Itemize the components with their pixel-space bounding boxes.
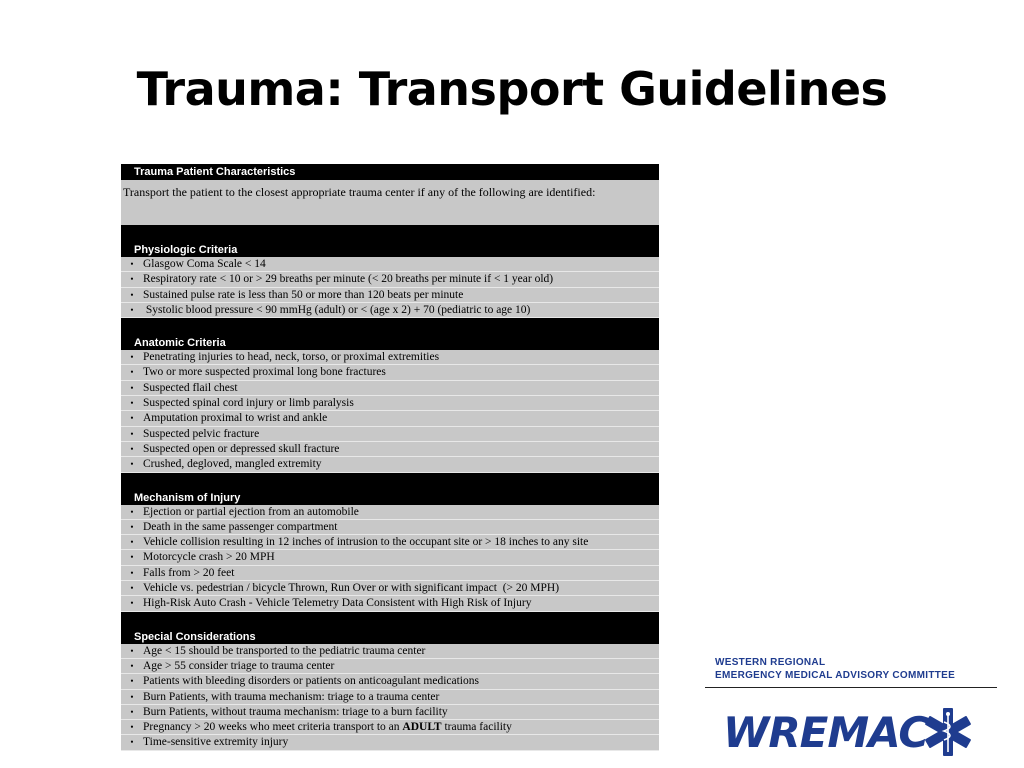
criteria-row <box>121 427 659 442</box>
section-spacer <box>121 225 659 233</box>
bullet-icon: • <box>130 521 134 532</box>
criteria-row <box>121 257 659 272</box>
criteria-text: Two or more suspected proximal long bone fractures <box>143 366 386 379</box>
criteria-text: Vehicle collision resulting in 12 inches of intrusion to the occupant site or > 18 inches to any site <box>143 536 589 549</box>
bullet-icon: • <box>130 398 134 409</box>
criteria-text: Crushed, degloved, mangled extremity <box>143 458 322 471</box>
bullet-icon: • <box>130 737 134 748</box>
criteria-text: Death in the same passenger compartment <box>143 520 338 533</box>
section-spacer <box>121 473 659 481</box>
bullet-icon: • <box>130 598 134 609</box>
bullet-icon: • <box>130 428 134 439</box>
criteria-text: Glasgow Coma Scale < 14 <box>143 258 266 270</box>
bullet-icon: • <box>130 506 134 517</box>
criteria-text: Burn Patients, with trauma mechanism: triage to a trauma center <box>143 690 440 703</box>
wremac-logo <box>705 656 999 757</box>
criteria-row <box>121 520 659 535</box>
bullet-icon: • <box>130 259 134 269</box>
criteria-row <box>121 396 659 411</box>
criteria-row <box>121 303 659 318</box>
criteria-text: Age < 15 should be transported to the pediatric trauma center <box>143 644 426 657</box>
criteria-text: Suspected pelvic fracture <box>143 427 260 440</box>
criteria-row <box>121 659 659 674</box>
criteria-text: Time-sensitive extremity injury <box>143 736 289 749</box>
criteria-row <box>121 735 659 750</box>
criteria-row <box>121 566 659 581</box>
logo-divider <box>705 687 997 688</box>
bullet-icon: • <box>130 660 134 671</box>
star-of-life-icon <box>920 704 976 760</box>
criteria-row <box>121 596 659 611</box>
section-spacer <box>121 318 659 326</box>
bullet-icon: • <box>130 645 134 656</box>
table-header: Trauma Patient Characteristics <box>121 164 659 180</box>
criteria-row <box>121 381 659 396</box>
criteria-row <box>121 365 659 380</box>
trauma-criteria-table <box>121 164 659 749</box>
criteria-text: Pregnancy > 20 weeks who meet criteria transport to an ADULT trauma facility <box>143 721 512 734</box>
criteria-sections <box>121 225 659 751</box>
logo-line-2: EMERGENCY MEDICAL ADVISORY COMMITTEE <box>715 670 956 681</box>
criteria-text: Sustained pulse rate is less than 50 or more than 120 beats per minute <box>143 288 464 301</box>
bullet-icon: • <box>130 367 134 378</box>
criteria-text: Burn Patients, without trauma mechanism: triage to a burn facility <box>143 705 448 718</box>
criteria-text: Vehicle vs. pedestrian / bicycle Thrown, Run Over or with significant impact (> 20 MPH) <box>143 582 560 595</box>
criteria-row <box>121 644 659 659</box>
section-header: Special Considerations <box>121 620 659 644</box>
criteria-row <box>121 720 659 735</box>
criteria-text: Motorcycle crash > 20 MPH <box>143 551 275 564</box>
criteria-text: Amputation proximal to wrist and ankle <box>143 412 328 425</box>
criteria-text: Patients with bleeding disorders or patients on anticoagulant medications <box>143 675 479 688</box>
section-header: Physiologic Criteria <box>121 233 659 257</box>
criteria-row <box>121 288 659 303</box>
criteria-row <box>121 690 659 705</box>
bullet-icon: • <box>130 706 134 717</box>
bullet-icon: • <box>130 413 134 424</box>
bullet-icon: • <box>130 459 134 470</box>
criteria-row <box>121 505 659 520</box>
section-spacer <box>121 612 659 620</box>
criteria-row <box>121 674 659 689</box>
section-header: Mechanism of Injury <box>121 481 659 505</box>
criteria-text: Age > 55 consider triage to trauma center <box>143 659 335 672</box>
logo-wordmark: WREMAC <box>723 708 929 757</box>
criteria-row <box>121 272 659 287</box>
criteria-row <box>121 457 659 472</box>
criteria-row <box>121 350 659 365</box>
criteria-text: Respiratory rate < 10 or > 29 breaths per minute (< 20 breaths per minute if < 1 year old) <box>143 273 554 286</box>
bullet-icon: • <box>130 352 134 363</box>
table-intro: Transport the patient to the closest appropriate trauma center if any of the following are identified: <box>121 180 659 225</box>
bullet-icon: • <box>130 274 134 285</box>
criteria-row <box>121 411 659 426</box>
bullet-icon: • <box>130 552 134 563</box>
criteria-text: Penetrating injuries to head, neck, torso, or proximal extremities <box>143 351 440 364</box>
criteria-text: High-Risk Auto Crash - Vehicle Telemetry Data Consistent with High Risk of Injury <box>143 597 532 610</box>
criteria-text: Suspected open or depressed skull fracture <box>143 442 340 455</box>
bullet-icon: • <box>130 676 134 687</box>
criteria-text: Suspected flail chest <box>143 381 238 394</box>
slide-title: Trauma: Transport Guidelines <box>136 62 888 116</box>
criteria-text: Systolic blood pressure < 90 mmHg (adult) or < (age x 2) + 70 (pediatric to age 10) <box>143 303 531 316</box>
criteria-row <box>121 550 659 565</box>
criteria-row <box>121 581 659 596</box>
criteria-row <box>121 705 659 720</box>
bullet-icon: • <box>130 567 134 578</box>
criteria-row <box>121 442 659 457</box>
bullet-icon: • <box>130 382 134 393</box>
criteria-text: Falls from > 20 feet <box>143 566 235 579</box>
criteria-text: Suspected spinal cord injury or limb paralysis <box>143 397 354 410</box>
bullet-icon: • <box>130 537 134 548</box>
bullet-icon: • <box>130 722 134 733</box>
bullet-icon: • <box>130 289 134 300</box>
criteria-text: Ejection or partial ejection from an automobile <box>143 505 359 518</box>
bullet-icon: • <box>130 691 134 702</box>
criteria-row <box>121 535 659 550</box>
bullet-icon: • <box>130 304 134 315</box>
bullet-icon: • <box>130 443 134 454</box>
bullet-icon: • <box>130 583 134 594</box>
section-header: Anatomic Criteria <box>121 326 659 350</box>
logo-line-1: WESTERN REGIONAL <box>715 657 826 668</box>
